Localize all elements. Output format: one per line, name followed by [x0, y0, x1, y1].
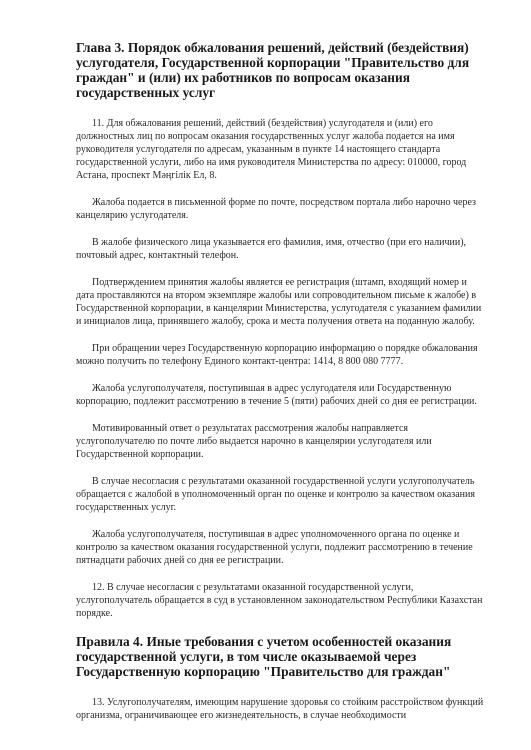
- paragraph-13: 13. Услугополучателям, имеющим нарушение здоровья со стойким расстройством функций организма, ограничивающее его жизнедеятельность, в случае необходимости: [76, 697, 484, 721]
- paragraph-review-period: Жалоба услугополучателя, поступившая в адрес услугодателя или Государственную корпорацию, подлежит рассмотрению в течение 5 (пяти) рабочих дней со дня ее регистрации.: [76, 383, 477, 407]
- paragraph-authorized-body: Жалоба услугополучателя, поступившая в адрес уполномоченного органа по оценке и контролю за качеством оказания государственной услуги, подлежит рассмотрению в течение пятнадцати рабочих дней со дня ее регистрации.: [76, 529, 473, 566]
- paragraph-complaint-registration: Подтверждением принятия жалобы является ее регистрация (штамп, входящий номер и дата проставляются на втором экземпляре жалобы или сопроводительном письме к жалобе) в Государственной корпорации, в канцелярии Министерства, услугодателя с указанием фамилии и инициалов лица, принявшего жалобу, срока и места получения ответа на поданную жалобу.: [76, 277, 482, 327]
- paragraph-contact-center: При обращении через Государственную корпорацию информацию о порядке обжалования можно получить по телефону Единого контакт-центра: 1414, 8 800 080 7777.: [76, 343, 478, 367]
- paragraph-disagreement: В случае несогласия с результатами оказанной государственной услуги услугополучатель обращается с жалобой в уполномоченный орган по оценке и контролю за качеством оказания государственных услуг.: [76, 476, 475, 513]
- chapter-3-heading: Глава 3. Порядок обжалования решений, действий (бездействия) услугодателя, Государственной корпорации "Правительство для граждан" и (или) их работников по вопросам оказания государственных услуг: [76, 40, 470, 100]
- paragraph-12: 12. В случае несогласия с результатами оказанной государственной услуги, услугополучатель обращается в суд в установленном законодательством Республики Казахстан порядке.: [76, 582, 483, 619]
- paragraph-11: 11. Для обжалования решений, действий (бездействия) услугодателя и (или) его должностных лиц по вопросам оказания государственных услуг жалоба подается на имя руководителя услугодателя по адресам, указанным в пункте 14 настоящего стандарта государственной услуги, либо на имя руководителя Министерства по адресу: 010000, город Астана, проспект Мәңгілік Ел, 8.: [76, 118, 467, 181]
- paragraph-complaint-contents: В жалобе физического лица указывается его фамилия, имя, отчество (при его наличии), почтовый адрес, контактный телефон.: [76, 237, 467, 261]
- paragraph-complaint-form: Жалоба подается в письменной форме по почте, посредством портала либо нарочно через канцелярию услугодателя.: [76, 197, 476, 221]
- rule-4-heading: Правила 4. Иные требования с учетом особенностей оказания государственной услуги, в том числе оказываемой через Государственную корпорацию "Правительство для граждан": [76, 634, 452, 679]
- paragraph-motivated-answer: Мотивированный ответ о результатах рассмотрения жалобы направляется услугополучателю по почте либо выдается нарочно в канцелярии услугодателя или Государственной корпорации.: [76, 423, 432, 460]
